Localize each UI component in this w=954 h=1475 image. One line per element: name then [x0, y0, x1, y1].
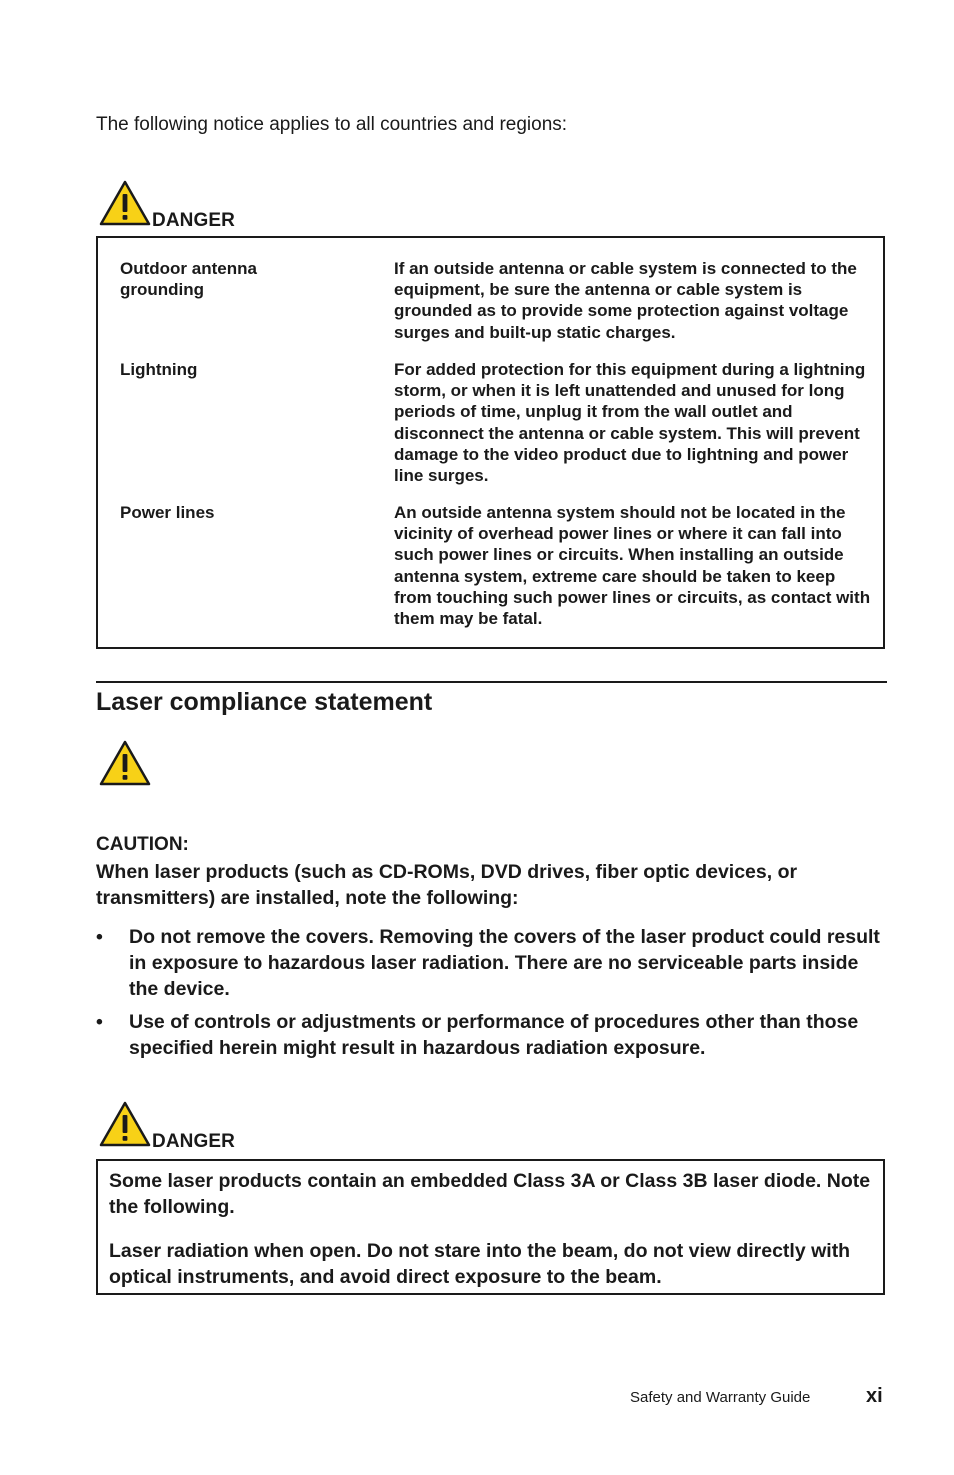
danger-text: Some laser products contain an embedded Class 3A or Class 3B laser diode. Note the following.: [109, 1170, 871, 1218]
page-number: xi: [866, 1385, 883, 1407]
hazard-description: If an outside antenna or cable system is connected to the equipment, be sure the antenna or cable system is grounded as to provide some protection against voltage surges and built-up static charges.: [394, 259, 857, 342]
danger-label: DANGER: [152, 210, 235, 231]
danger-label: DANGER: [152, 1131, 235, 1152]
caution-label: CAUTION:: [96, 834, 189, 855]
bullet-marker: •: [96, 926, 103, 948]
hazard-term: Lightning: [120, 360, 198, 379]
bullet-marker: •: [96, 1011, 103, 1033]
warning-triangle-icon: [99, 180, 151, 226]
warning-triangle-icon: [99, 1101, 151, 1147]
section-divider: [96, 681, 887, 683]
list-item: [96, 1009, 886, 1061]
intro-text: The following notice applies to all countries and regions:: [96, 114, 568, 135]
list-item-text: Use of controls or adjustments or performance of procedures other than those specified herein might result in hazardous radiation exposure.: [129, 1011, 859, 1059]
hazard-term: Outdoor antenna grounding: [120, 259, 257, 300]
section-title: Laser compliance statement: [96, 688, 433, 716]
hazard-term: Power lines: [120, 503, 215, 522]
caution-text: When laser products (such as CD-ROMs, DVD drives, fiber optic devices, or transmitters) are installed, note the following:: [96, 861, 798, 909]
hazard-description: For added protection for this equipment during a lightning storm, or when it is left unattended and unused for long periods of time, unplug it from the wall outlet and disconnect the antenna or cable system. This will prevent damage to the video product due to lightning and power line surges.: [394, 360, 866, 486]
list-item-text: Do not remove the covers. Removing the covers of the laser product could result in exposure to hazardous laser radiation. There are no serviceable parts inside the device.: [129, 926, 880, 1000]
danger-text: Laser radiation when open. Do not stare into the beam, do not view directly with optical instruments, and avoid direct exposure to the beam.: [109, 1240, 851, 1288]
footer-title: Safety and Warranty Guide: [630, 1389, 811, 1406]
hazard-description: An outside antenna system should not be located in the vicinity of overhead power lines or where it can fall into such power lines or circuits. When installing an outside antenna system, extreme care should be taken to keep from touching such power lines or circuits, as contact with them may be fatal.: [394, 503, 871, 629]
danger-notice-box: [96, 236, 885, 649]
warning-triangle-icon: [99, 740, 151, 786]
caution-bullet-list: [96, 924, 886, 1068]
list-item: [96, 924, 886, 1002]
danger-notice-box: [96, 1159, 885, 1295]
